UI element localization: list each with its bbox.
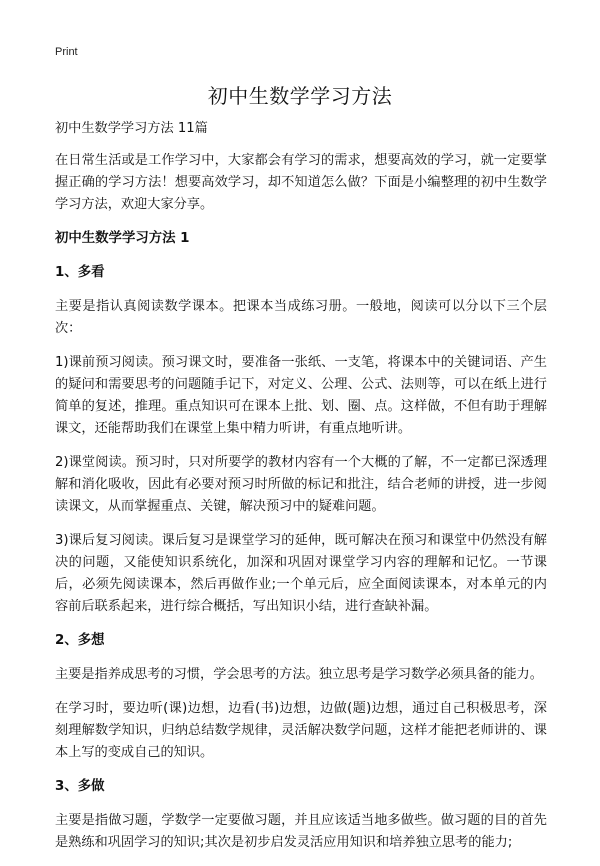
paragraph: 主要是指认真阅读数学课本。把课本当成练习册。一般地，阅读可以分以下三个层次：	[55, 299, 547, 336]
section-title: 初中生数学学习方法 1	[55, 231, 190, 246]
paragraph: 主要是指养成思考的习惯，学会思考的方法。独立思考是学习数学必须具备的能力。	[55, 667, 543, 682]
print-label: Print	[55, 46, 78, 58]
heading-think: 2、多想	[55, 633, 105, 648]
paragraph: 在学习时，要边听(课)边想，边看(书)边想，边做(题)边想，通过自己积极思考，深刻理解数学知识，归纳总结数学规律，灵活解决数学问题，这样才能把老师讲的、课本上写的变成自己的知识。	[55, 701, 547, 760]
page-title: 初中生数学学习方法	[207, 84, 393, 108]
article-body	[55, 118, 547, 866]
paragraph: 主要是指做习题，学数学一定要做习题，并且应该适当地多做些。做习题的目的首先是熟练和巩固学习的知识;其次是初步启发灵活应用知识和培养独立思考的能力;	[55, 813, 547, 850]
paragraph: 3)课后复习阅读。课后复习是课堂学习的延伸，既可解决在预习和课堂中仍然没有解决的问题，又能使知识系统化，加深和巩固对课堂学习内容的理解和记忆。一节课后，必须先阅读课本，然后再做作业;一个单元后，应全面阅读课本，对本单元的内容前后联系起来，进行综合概括，写出知识小结，进行查缺补漏。	[55, 533, 547, 614]
heading-practice: 3、多做	[55, 779, 105, 794]
subtitle: 初中生数学学习方法 11篇	[55, 121, 208, 136]
intro-paragraph: 在日常生活或是工作学习中，大家都会有学习的需求，想要高效的学习，就一定要掌握正确的学习方法！想要高效学习，却不知道怎么做？下面是小编整理的初中生数学学习方法，欢迎大家分享。	[55, 153, 547, 212]
paragraph: 2)课堂阅读。预习时，只对所要学的教材内容有一个大概的了解，不一定都已深透理解和消化吸收，因此有必要对预习时所做的标记和批注，结合老师的讲授，进一步阅读课文，从而掌握重点、关键，解决预习中的疑难问题。	[55, 455, 547, 514]
paragraph: 1)课前预习阅读。预习课文时，要准备一张纸、一支笔，将课本中的关键词语、产生的疑问和需要思考的问题随手记下，对定义、公理、公式、法则等，可以在纸上进行简单的复述，推理。重点知识可在课本上批、划、圈、点。这样做，不但有助于理解课文，还能帮助我们在课堂上集中精力听讲，有重点地听讲。	[55, 355, 547, 436]
heading-look: 1、多看	[55, 265, 105, 280]
